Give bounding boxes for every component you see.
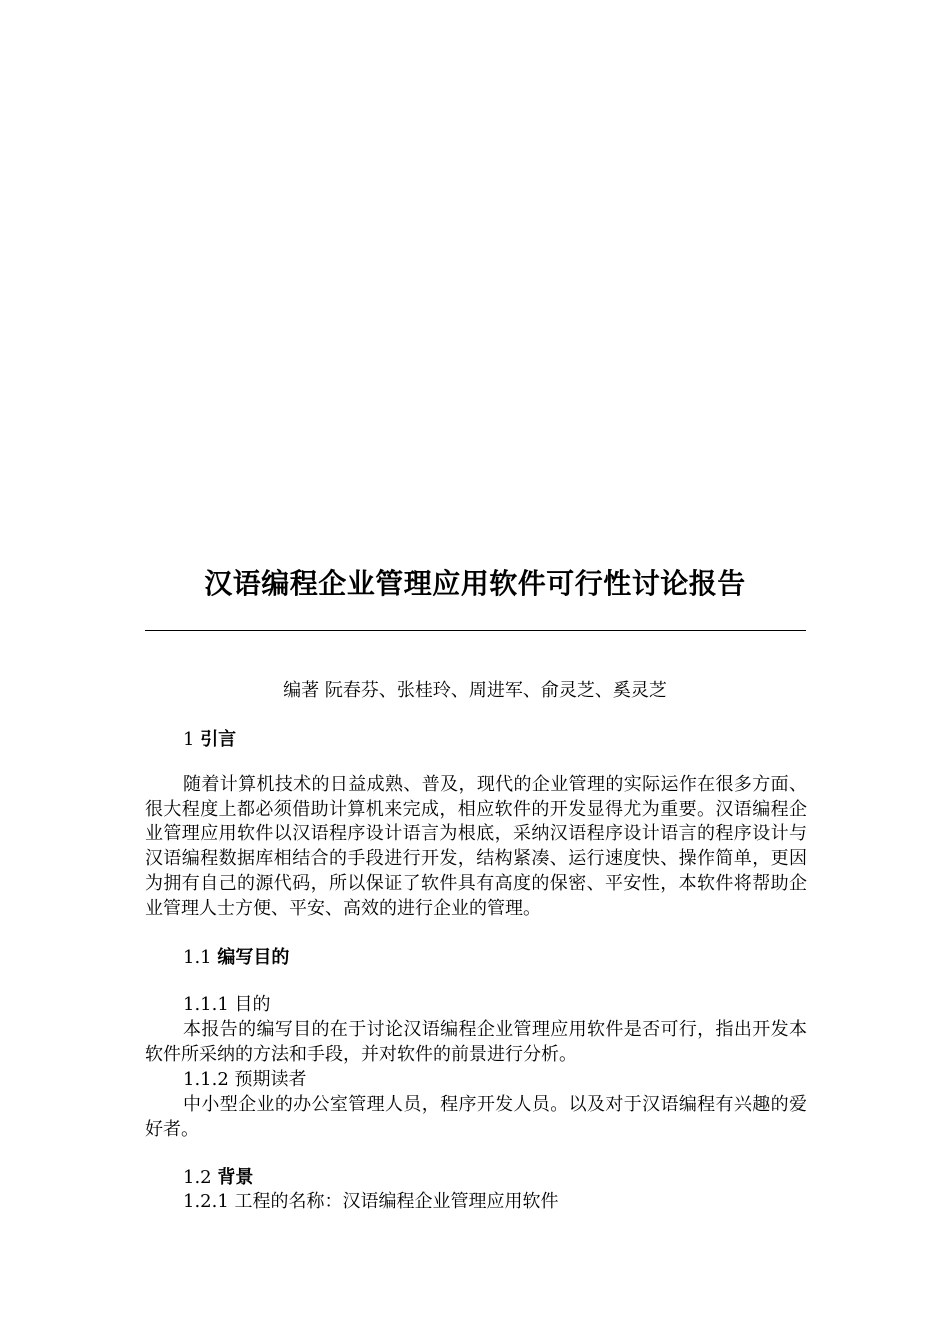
section-heading-1-1 — [145, 946, 845, 971]
subsection-heading-1-2-1: 1.2.1 工程的名称：汉语编程企业管理应用软件 — [183, 1191, 559, 1212]
author-line: 编著 阮春芬、张桂玲、周进军、俞灵芝、奚灵芝 — [283, 680, 667, 701]
section-title: 背景 — [217, 1167, 254, 1188]
section-number: 1.2 — [183, 1167, 212, 1188]
paragraph-text: 本报告的编写目的在于讨论汉语编程企业管理应用软件是否可行，指出开发本软件所采纳的方法和手段，并对软件的前景进行分析。 — [145, 1019, 807, 1065]
section-number: 1 — [183, 729, 195, 750]
section-heading-1 — [145, 728, 845, 753]
paragraph-text: 中小型企业的办公室管理人员，程序开发人员。以及对于汉语编程有兴趣的爱好者。 — [145, 1094, 807, 1140]
subsection-heading-1-1-1: 1.1.1 目的 — [183, 994, 271, 1015]
title-divider — [145, 630, 806, 631]
section-title: 编写目的 — [217, 947, 290, 968]
purpose-paragraph — [145, 1018, 807, 1067]
paragraph-text: 随着计算机技术的日益成熟、普及，现代的企业管理的实际运作在很多方面、很大程度上都必须借助计算机来完成，相应软件的开发显得尤为重要。汉语编程企业管理应用软件以汉语程序设计语言为根底，采纳汉语程序设计语言的程序设计与汉语编程数据库相结合的手段进行开发，结构紧凑、运行速度快、操作简单，更因为拥有自己的源代码，所以保证了软件具有高度的保密、平安性，本软件将帮助企业管理人士方便、平安、高效的进行企业的管理。 — [145, 774, 807, 919]
section-heading-1-2 — [145, 1166, 845, 1191]
document-title: 汉语编程企业管理应用软件可行性讨论报告 — [204, 567, 746, 600]
intro-paragraph — [145, 773, 807, 921]
section-number: 1.1 — [183, 947, 212, 968]
section-title: 引言 — [200, 729, 237, 750]
subsection-heading-1-1-2: 1.1.2 预期读者 — [183, 1069, 307, 1090]
readers-paragraph — [145, 1093, 807, 1142]
